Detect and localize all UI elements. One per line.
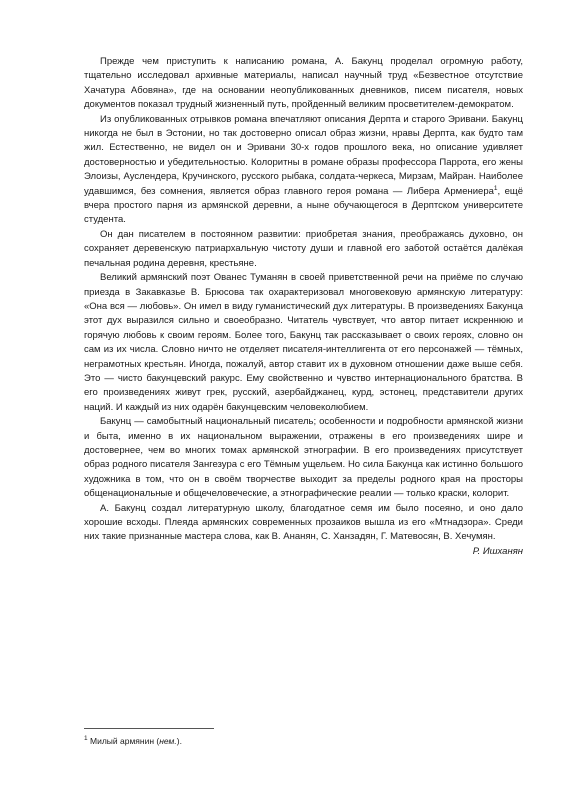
footnote-reference[interactable]: 1	[493, 184, 498, 192]
footnote-italic: нем.	[159, 736, 177, 746]
paragraph-5: Бакунц — самобытный национальный писатель; особенности и подробности армянской жизни и быта, именно в их национальном выражении, отражены в его произведениях шире и достовернее, чем во многих томах армянской этнографии. В его произведениях присутствует образ родного писателя Зангезура с его Тёмным ущельем. Но сила Бакунца как истинно большого художника в том, что он в своём творчестве выходит за пределы родного края на просторы общенациональные и общечеловеческие, а этнографические реалии — только краски, колорит.	[84, 416, 523, 500]
paragraph-4: Великий армянский поэт Ованес Туманян в своей приветственной речи на приёме по случаю приезда в Закавказье В. Брюсова так охарактеризовал многовековую армянскую литературу: «Она вся — любовь». Он имел в виду гуманистический дух литературы. В произведениях Бакунца этот дух выразился сильно и своеобразно. Читатель чувствует, что автор питает искреннюю и горячую любовь к своим героям. Более того, Бакунц так рассказывает о своих героях, словно он сам из их числа. Словно ничто не отделяет писателя-интеллигента от его персонажей — тёмных, неграмотных крестьян. Иногда, пожалуй, автор ставит их в духовном отношении даже выше себя. Это — чисто бакунцевский ракурс. Ему свойственно и чувство интернационального братства. В его произведениях живут грек, русский, азербайджанец, курд, эстонец, представители других наций. И каждый из них одарён бакунцевским человеколюбием.	[84, 272, 523, 413]
paragraph-2-text: Из опубликованных отрывков романа впечатляют описания Дерпта и старого Эривани. Бакунц никогда не был в Эстонии, но так достоверно описал образ жизни, нравы Дерпта, как будто там жил. Естественно, не видел он и Эривани 30-х годов прошлого века, но описание удивляет достоверностью и убедительностью. Колоритны в романе образы профессора Паррота, его жены Элоизы, Ауслендера, Кручинского, русского рыбака, солдата-черкеса, Мирзам, Майран. Наиболее удавшимся, без сомнения, является образ главного героя романа — Либера Армениера	[84, 113, 523, 197]
paragraph-2-tail: , ещё вчера простого парня из армянской деревни, а ныне обучающегося в Дерптском университете студента.	[84, 185, 523, 226]
footnote-divider	[84, 728, 214, 729]
footnote-close: ).	[176, 736, 182, 746]
footnote-text: Милый армянин (	[87, 736, 160, 746]
author-signature: Р. Ишханян	[472, 545, 523, 557]
article-body	[84, 55, 523, 559]
footnote-marker: 1	[84, 735, 88, 743]
paragraph-6: А. Бакунц создал литературную школу, благодатное семя им было посеяно, и оно дало хорошие всходы. Плеяда армянских современных прозаиков вышла из его «Мтнадзора». Среди них такие признанные мастера слова, как В. Ананян, С. Ханзадян, Г. Матевосян, В. Хечумян.	[84, 502, 523, 543]
paragraph-1: Прежде чем приступить к написанию романа, А. Бакунц проделал огромную работу, тщательно исследовал архивные материалы, написал научный труд «Безвестное отсутствие Хачатура Абовяна», где на основании неопубликованных дневников, писем писателя, новых документов показал трудный жизненный путь, пройденный великим просветителем-демократом.	[84, 56, 523, 111]
footnote	[84, 735, 523, 747]
paragraph-2	[84, 113, 523, 228]
paragraph-3: Он дан писателем в постоянном развитии: приобретая знания, преображаясь духовно, он сохраняет деревенскую патриархальную чистоту души и главной его заботой остаётся далёкая печальная родина деревня, крестьяне.	[84, 228, 523, 269]
